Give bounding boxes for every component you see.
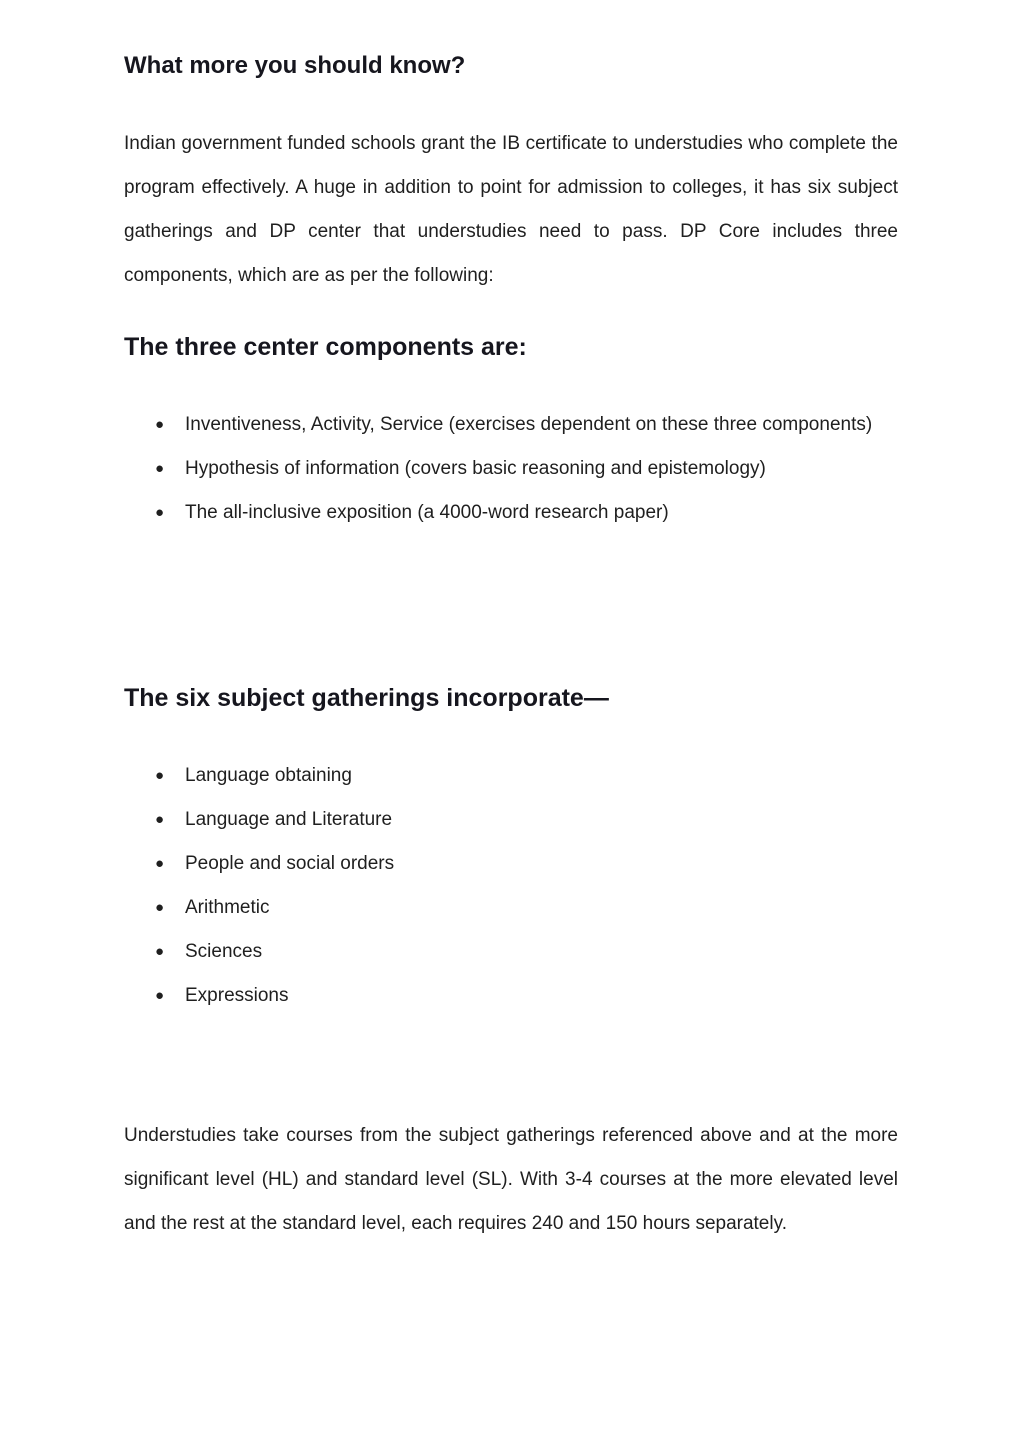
list-item [124,798,898,842]
list-item [124,447,898,491]
list-item-text: Hypothesis of information (covers basic reasoning and epistemology) [185,458,766,479]
bullet-icon: ● [155,899,165,916]
list-item-text: Expressions [185,985,289,1006]
list-item [124,886,898,930]
list-item-text: Arithmetic [185,897,270,918]
bullet-icon: ● [155,855,165,872]
bullet-icon: ● [155,811,165,828]
bullet-icon: ● [155,460,165,477]
list-item [124,930,898,974]
bullet-icon: ● [155,767,165,784]
bullet-icon: ● [155,416,165,433]
list-item [124,842,898,886]
list-item-text: Language and Literature [185,809,393,830]
subjects-list [124,754,898,1018]
list-item-text: Sciences [185,941,263,962]
closing-paragraph: Understudies take courses from the subject gatherings referenced above and at the more significant level (HL) and standard level (SL). With 3-4 courses at the more elevated level and the rest at the standard level, each requires 240 and 150 hours separately. [124,1125,898,1234]
heading-what-more-to-know: What more you should know? [124,52,466,79]
heading-six-subjects: The six subject gatherings incorporate— [124,684,609,712]
bullet-icon: ● [155,504,165,521]
list-item-text: Inventiveness, Activity, Service (exercises dependent on these three components) [185,414,873,435]
list-item-text: People and social orders [185,853,395,874]
list-item-text: Language obtaining [185,765,352,786]
list-item [124,403,898,447]
intro-paragraph: Indian government funded schools grant the IB certificate to understudies who complete the program effectively. A huge in addition to point for admission to colleges, it has six subject gatherings and DP center that understudies need to pass. DP Core includes three components, which are as per the following: [124,133,898,286]
bullet-icon: ● [155,943,165,960]
components-list [124,403,898,535]
bullet-icon: ● [155,987,165,1004]
list-item-text: The all-inclusive exposition (a 4000-word research paper) [185,502,669,523]
list-item [124,974,898,1018]
list-item [124,754,898,798]
list-item [124,491,898,535]
heading-three-components: The three center components are: [124,333,527,361]
